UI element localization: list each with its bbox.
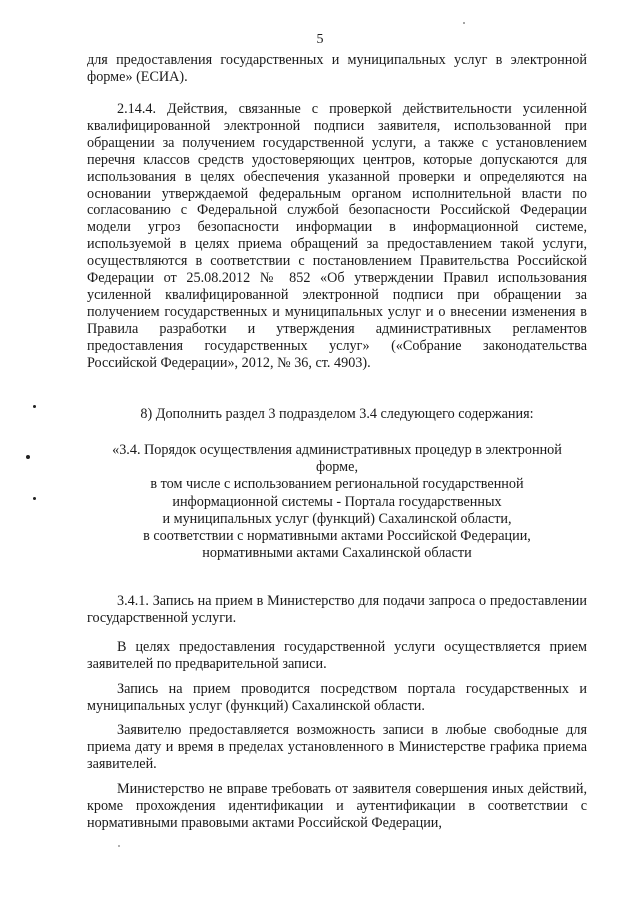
scan-speck <box>33 405 36 408</box>
section-2-14-4-text: 2.14.4. Действия, связанные с проверкой действительности усиленной квалифицированной электронной подписи заявителя, использованной при обращении за получением государственной услуги, а также с установлением перечня классов средств удостоверяющих центров, которые допускаются для использования в целях обеспечения указанной проверки и определяются на основании утверждаемой федеральным органом исполнительной власти по согласованию с Федеральной службой безопасности Российской Федерации модели угроз безопасности информации в информационной системе, используемой в целях приема обращений за предоставлением такой услуги, осуществляются в соответствии с постановлением Правительства Российской Федерации от 25.08.2012 № 852 «Об утверждении Правил использования усиленной квалифицированной электронной подписи при обращении за получением государственных и муниципальных услуг и о внесении изменения в Правила разработки и утверждения административных регламентов предоставления государственных услуг» («Собрание законодательства Российской Федерации», 2012, № 36, ст. 4903). <box>87 101 587 371</box>
intro-text: для предоставления государственных и муниципальных услуг в электронной форме» (ЕСИА). <box>87 52 587 85</box>
paragraph-text: Запись на прием проводится посредством портала государственных и муниципальных услуг (функций) Сахалинской области. <box>87 681 587 714</box>
heading-line: информационной системы - Портала государственных <box>172 493 502 510</box>
subsection-heading <box>87 442 587 562</box>
paragraph-text: В целях предоставления государственной услуги осуществляется прием заявителей по предварительной записи. <box>87 639 587 672</box>
page-number: 5 <box>316 32 324 47</box>
scan-speck <box>33 497 36 500</box>
heading-line: нормативными актами Сахалинской области <box>202 545 472 562</box>
intro-paragraph <box>87 52 587 86</box>
amendment-line <box>87 406 587 423</box>
heading-line: и муниципальных услуг (функций) Сахалинской области, <box>162 510 512 527</box>
scan-speck <box>118 845 120 847</box>
paragraph-text: Заявителю предоставляется возможность записи в любые свободные для приема дату и время в пределах установленного в Министерстве графика приема заявителей. <box>87 722 587 772</box>
paragraph-3-4-1 <box>87 593 587 627</box>
paragraph-ministry <box>87 781 587 832</box>
paragraph-options <box>87 722 587 773</box>
heading-line: в том числе с использованием региональной государственной <box>150 476 524 493</box>
scan-speck <box>26 455 30 459</box>
heading-line: в соответствии с нормативными актами Российской Федерации, <box>143 528 531 545</box>
paragraph-text: 3.4.1. Запись на прием в Министерство для подачи запроса о предоставлении государственной услуги. <box>87 593 587 626</box>
scan-speck <box>463 22 465 24</box>
heading-line: форме, <box>316 459 358 476</box>
heading-line: «3.4. Порядок осуществления административных процедур в электронной <box>112 442 562 458</box>
paragraph-portal <box>87 681 587 715</box>
paragraph-text: Министерство не вправе требовать от заявителя совершения иных действий, кроме прохождения идентификации и аутентификации в соответствии с нормативными правовыми актами Российской Федерации, <box>87 781 587 831</box>
paragraph-goals <box>87 639 587 673</box>
section-2-14-4 <box>87 101 587 372</box>
amendment-text: 8) Дополнить раздел 3 подразделом 3.4 следующего содержания: <box>140 406 534 422</box>
